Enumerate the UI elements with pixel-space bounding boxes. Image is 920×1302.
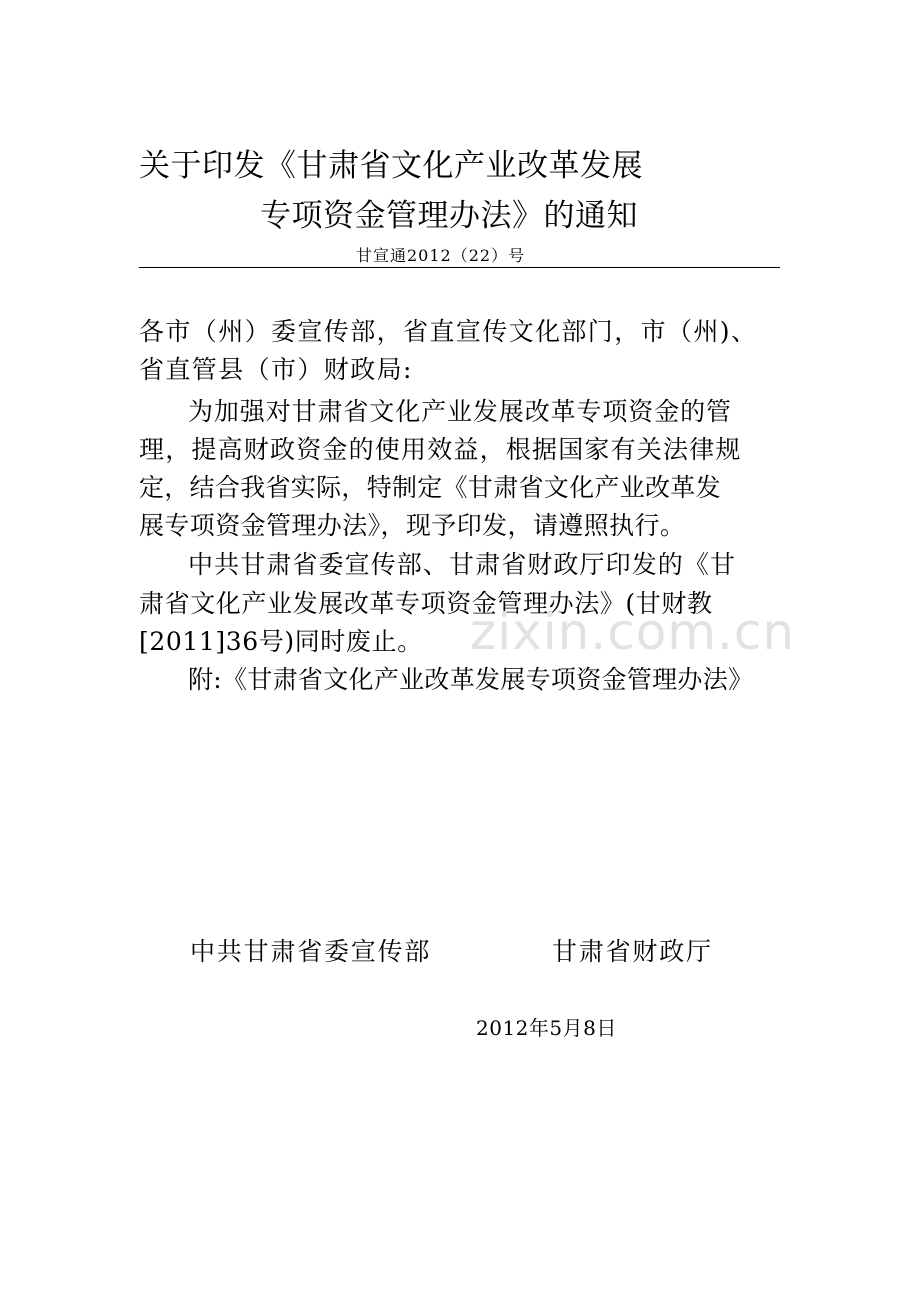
issue-date: 2012年5月8日 — [476, 1016, 617, 1040]
watermark: zixin.com.cn — [470, 603, 796, 661]
signature-finance-department: 甘肃省财政厅 — [552, 937, 713, 966]
body-paragraph-line: 中共甘肃省委宣传部、甘肃省财政厅印发的《甘 — [188, 550, 737, 579]
attachment-line: 附:《甘肃省文化产业改革发展专项资金管理办法》 — [188, 665, 754, 694]
body-paragraph-line: 展专项资金管理办法》，现予印发，请遵照执行。 — [139, 511, 686, 540]
salutation-line: 各市（州）委宣传部，省直宣传文化部门，市（州)、 — [139, 317, 758, 346]
document-title-line-2: 专项资金管理办法》的通知 — [260, 198, 638, 234]
document-title-line-1: 关于印发《甘肃省文化产业改革发展 — [139, 148, 643, 184]
body-paragraph-line: 定，结合我省实际，特制定《甘肃省文化产业改革发 — [139, 473, 721, 502]
body-paragraph-line: [2011]36号)同时废止。 — [139, 627, 423, 656]
signature-propaganda-department: 中共甘肃省委宣传部 — [190, 937, 432, 966]
body-paragraph-line: 肃省文化产业发展改革专项资金管理办法》(甘财教 — [139, 589, 713, 618]
salutation-line: 省直管县（市）财政局: — [139, 355, 413, 384]
body-paragraph-line: 理，提高财政资金的使用效益，根据国家有关法律规 — [139, 435, 742, 464]
document-number: 甘宣通2012（22）号 — [356, 246, 526, 265]
header-divider — [139, 267, 780, 268]
body-paragraph-line: 为加强对甘肃省文化产业发展改革专项资金的管 — [188, 397, 732, 426]
